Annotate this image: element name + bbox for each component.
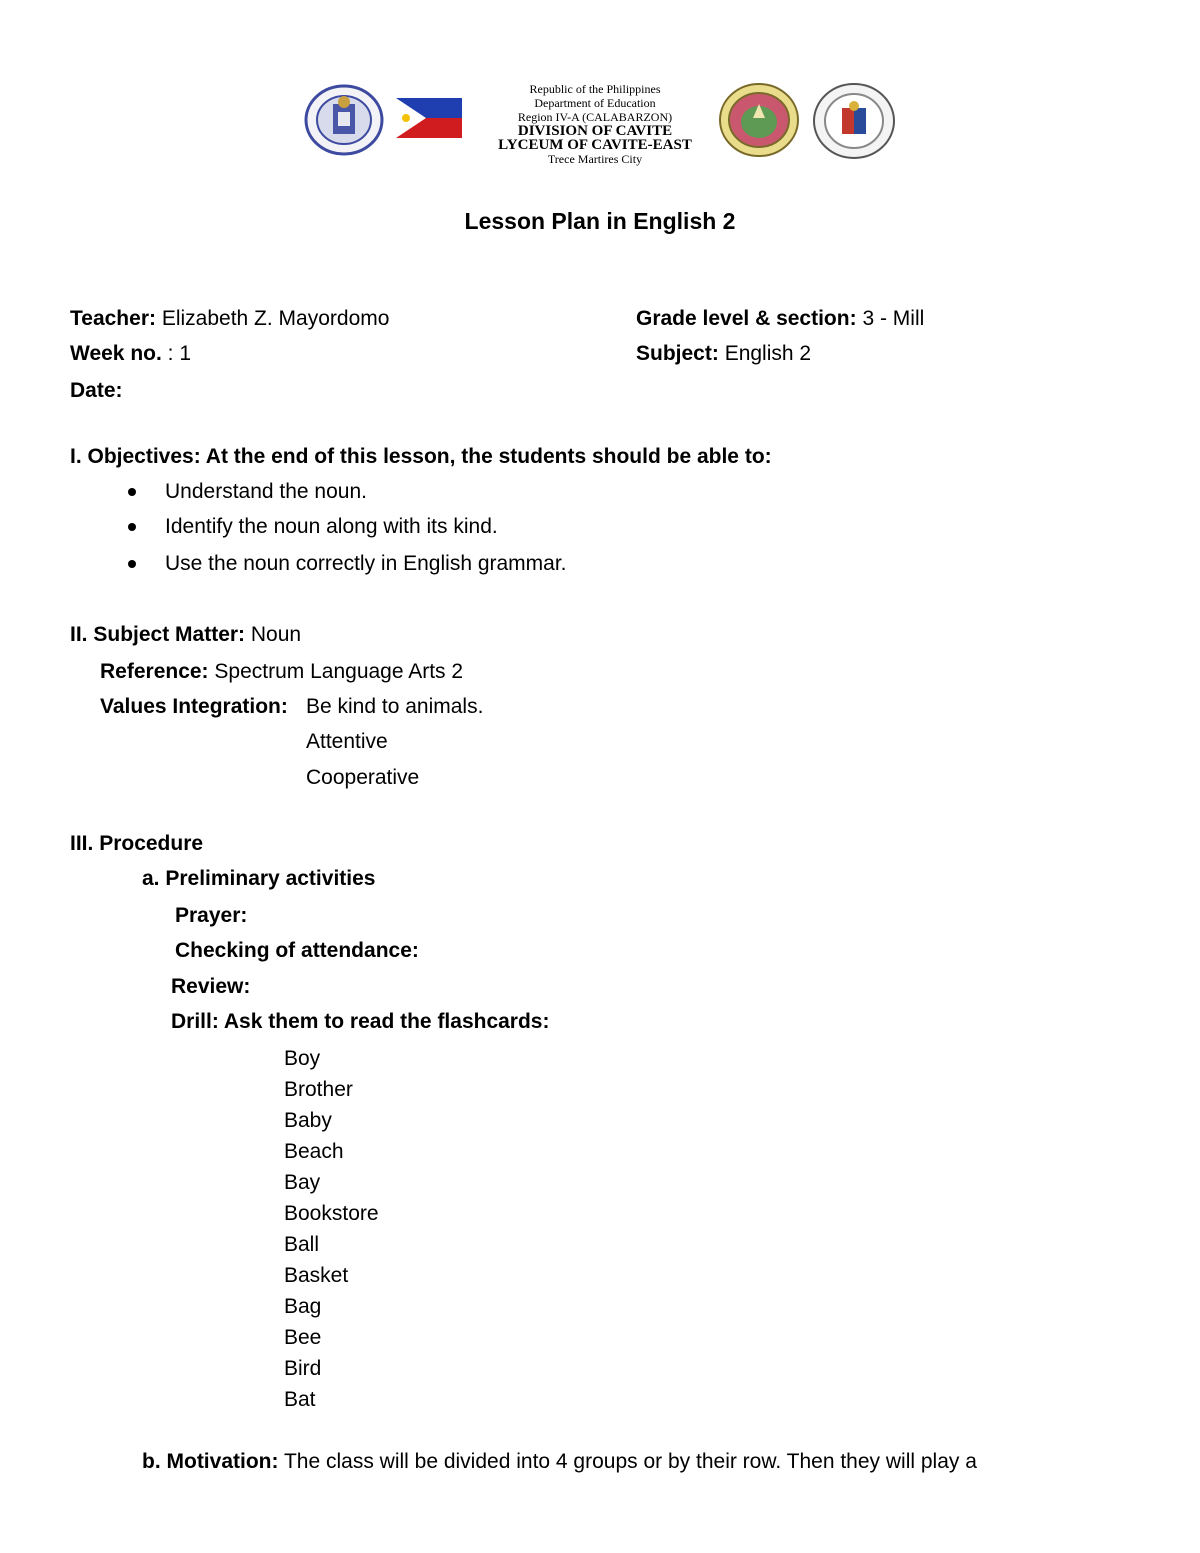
flashcard-word: Bay xyxy=(284,1171,321,1194)
flashcard-word: Ball xyxy=(284,1233,320,1256)
drill-label: Drill: Ask them to read the flashcards: xyxy=(171,1010,550,1033)
value-item: Cooperative xyxy=(306,766,420,789)
city-seal-icon xyxy=(812,82,896,160)
bullet-icon xyxy=(128,560,136,568)
department-line: Department of Education xyxy=(534,96,656,110)
objective-item: Use the noun correctly in English grammar. xyxy=(165,552,567,575)
subject-label: Subject: xyxy=(636,342,719,365)
bullet-icon xyxy=(128,488,136,496)
bullet-icon xyxy=(128,523,136,531)
subject-matter-heading: II. Subject Matter: Noun xyxy=(70,623,302,646)
school-seal-icon xyxy=(718,82,800,158)
school-line: LYCEUM OF CAVITE-EAST xyxy=(498,137,692,153)
value-item: Attentive xyxy=(306,730,388,753)
grade-row xyxy=(636,306,924,332)
review-label: Review: xyxy=(171,975,251,998)
objectives-heading: I. Objectives: At the end of this lesson, the students should be able to: xyxy=(70,445,772,468)
flashcard-word: Bee xyxy=(284,1326,322,1349)
grade-label: Grade level & section: xyxy=(636,307,857,330)
division-line: DIVISION OF CAVITE xyxy=(517,123,673,139)
teacher-row xyxy=(70,306,389,332)
preliminary-heading: a. Preliminary activities xyxy=(142,867,376,890)
motivation-row xyxy=(142,1449,977,1475)
flashcard-word: Bat xyxy=(284,1388,316,1411)
date-row xyxy=(70,378,123,404)
week-label: Week no. xyxy=(70,342,162,365)
flashcard-word: Bird xyxy=(284,1357,322,1380)
subject-row xyxy=(636,341,811,367)
objective-item: Understand the noun. xyxy=(165,480,367,503)
republic-line: Republic of the Philippines xyxy=(529,82,661,96)
subject-matter-topic: Noun xyxy=(250,623,302,646)
objective-item: Identify the noun along with its kind. xyxy=(165,515,498,538)
values-label: Values Integration: xyxy=(100,695,288,718)
prayer-label: Prayer: xyxy=(175,904,248,927)
value-item: Be kind to animals. xyxy=(306,695,484,718)
flashcard-word: Baby xyxy=(284,1109,332,1132)
subject-value: English 2 xyxy=(724,342,812,365)
flashcard-word: Bookstore xyxy=(284,1202,379,1225)
week-value: : 1 xyxy=(167,342,192,365)
region-line: Region IV-A (CALABARZON) xyxy=(517,110,673,124)
week-row xyxy=(70,341,191,367)
motivation-label: b. Motivation: xyxy=(142,1450,279,1473)
letterhead xyxy=(480,82,710,166)
city-line: Trece Martires City xyxy=(547,152,643,166)
procedure-heading: III. Procedure xyxy=(70,832,204,855)
motivation-text: The class will be divided into 4 groups or by their row. Then they will play a xyxy=(283,1450,977,1473)
page-title: Lesson Plan in English 2 xyxy=(464,208,736,234)
deped-seal-icon xyxy=(303,84,385,156)
teacher-label: Teacher: xyxy=(70,307,156,330)
flashcard-word: Beach xyxy=(284,1140,344,1163)
attendance-label: Checking of attendance: xyxy=(175,939,419,962)
teacher-value: Elizabeth Z. Mayordomo xyxy=(161,307,390,330)
grade-value: 3 - Mill xyxy=(862,307,925,330)
flashcard-word: Boy xyxy=(284,1047,321,1070)
reference-value: Spectrum Language Arts 2 xyxy=(214,660,464,683)
flashcard-word: Basket xyxy=(284,1264,349,1287)
date-label: Date: xyxy=(70,379,123,402)
reference-row: Reference: Spectrum Language Arts 2 xyxy=(100,660,464,683)
flashcard-word: Bag xyxy=(284,1295,322,1318)
philippine-flag-icon xyxy=(396,98,462,138)
flashcard-word: Brother xyxy=(284,1078,353,1101)
